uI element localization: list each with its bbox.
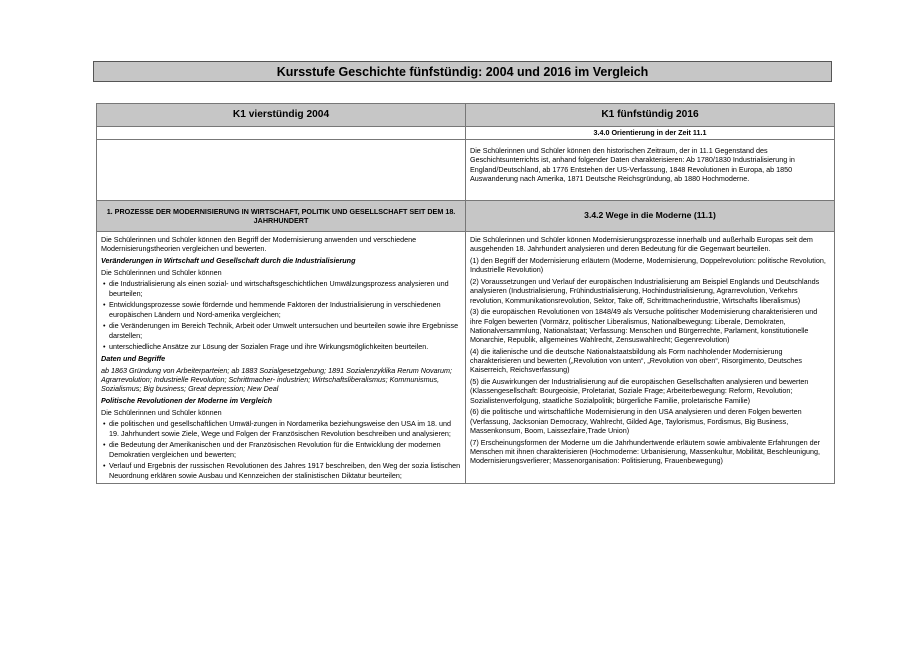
bullet-item: • die Veränderungen im Bereich Technik, Arbeit oder Umwelt untersuchen und beurteilen sowie ihre Ergebnisse darstellen; (101, 321, 461, 340)
right-column-header: K1 fünfstündig 2016 (466, 104, 835, 127)
section-right-title: 3.4.2 Wege in die Moderne (11.1) (466, 201, 835, 232)
orientation-heading: 3.4.0 Orientierung in der Zeit 11.1 (466, 127, 835, 140)
right-content (466, 232, 835, 484)
left-subheading-revolutionen: Politische Revolutionen der Moderne im Vergleich (101, 395, 273, 405)
left-terms: ab 1863 Gründung von Arbeiterparteien; ab 1883 Sozialgesetzgebung; 1891 Sozialenzyklika Rerum Novarum; Agrarrevolution; Industrielle Revolution; Schrittmacher- industrien; Wirtschaftsliberalismus; Kommunismus, Sozialismus; Big business; Great depression; New Deal (101, 365, 452, 394)
competence-item: (4) die italienische und die deutsche Nationalstaatsbildung als Form nachholender Modernisierung charakterisieren und bewerten („Revolution von unten“, „Revolution von oben“, Risorgimento, Deutsches Kaiserreich, Reichsverfassung) (470, 346, 802, 375)
section-left-title: 1. PROZESSE DER MODERNISIERUNG IN WIRTSCHAFT, POLITIK UND GESELLSCHAFT SEIT DEM 18. JAHRHUNDERT (97, 201, 466, 232)
empty-cell (97, 127, 466, 140)
competence-item: (3) die europäischen Revolutionen von 1848/49 als Versuche politischer Modernisierung charakterisieren und ihre Folgen bewerten (Vormärz, politischer Liberalismus, Nationalbewegung: Liberale, Demokraten, Nationalversammlung, Nationalstaat; Verfassung: Menschen und Bürgerrechte, Parlament, konstitutionelle Monarchie, Republik, allgemeines Wahlrecht, Zensuswahlrecht; Gegenrevolution) (470, 307, 818, 345)
orientation-text-row (97, 140, 835, 201)
bullet-item: • Entwicklungsprozesse sowie fördernde und hemmende Faktoren der Industrialisierung in verschiedenen europäischen Ländern und Nord-amerika vergleichen; (101, 300, 461, 319)
bullet-item: • unterschiedliche Ansätze zur Lösung der Sozialen Frage und ihre Wirkungsmöglichkeiten beurteilen. (101, 342, 461, 351)
section-title-row (97, 201, 835, 232)
competence-item: (1) den Begriff der Modernisierung erläutern (Moderne, Modernisierung, Doppelrevolution: politische Revolution, Industrielle Revolution) (470, 255, 826, 275)
left-lead: Die Schülerinnen und Schüler können (101, 407, 222, 417)
bullet-item: • die Industrialisierung als einen sozial- und wirtschaftsgeschichtlichen Umwälzungsprozess analysieren und beurteilen; (101, 279, 461, 298)
orientation-paragraph: Die Schülerinnen und Schüler können den historischen Zeitraum, der in 11.1 Gegenstand des Geschichtsunterrichts ist, anhand folgender Daten charakterisieren: Ab 1780/1830 Industrialisierung in England/Deutschland, ab 1776 Entstehen der US-Verfassung, 1848 Revolutionen in Europa, ab 1850 Auswanderung nach Amerika, 1871 Deutsche Reichsgründung, ab 1880 Hochmoderne. (470, 146, 795, 183)
left-subheading-daten: Daten und Begriffe (101, 354, 166, 363)
bullet-item: • die politischen und gesellschaftlichen Umwäl-zungen in Nordamerika beziehungsweise den USA im 18. und 19. Jahrhundert sowie Ziele, Wege und Folgen der Französischen Revolution beschreiben und analysieren; (101, 419, 461, 438)
bullet-item: • die Bedeutung der Amerikanischen und der Französischen Revolution für die Entwicklung der modernen Demokratien vergleichen und bewerten; (101, 440, 461, 459)
left-lead: Die Schülerinnen und Schüler können (101, 267, 222, 277)
competence-item: (7) Erscheinungsformen der Moderne um die Jahrhundertwende erläutern sowie ambivalente Erfahrungen der Menschen mit ihnen charakterisieren (Hochmoderne: Urbanisierung, Massenkultur, Mobilität, Beschleunigung, Modernisierungsverlierer; Massenorganisation: Politisierung, Frauenbewegung) (470, 437, 820, 466)
orientation-heading-row (97, 127, 835, 140)
competence-item: (5) die Auswirkungen der Industrialisierung auf die europäischen Gesellschaften analysieren und bewerten (Klassengesellschaft: Bourgeoisie, Proletariat, Soziale Frage; Arbeiterbewegung: Reform, Revolution; Sozialistenverfolgung, staatliche Sozialpolitik; bürgerliche Familie, proletarische Familie) (470, 377, 809, 405)
left-column-header: K1 vierstündig 2004 (97, 104, 466, 127)
content-row (97, 232, 835, 484)
bullet-item: • Verlauf und Ergebnis der russischen Revolutionen des Jahres 1917 beschreiben, den Weg der sozia listischen Neuordnung erklären sowie Ausbau und Kennzeichen der stalinistischen Diktatur beurteilen; (101, 461, 461, 480)
left-subheading-industrialisierung: Veränderungen in Wirtschaft und Gesellschaft durch die Industrialisierung (101, 255, 356, 265)
competence-item: (6) die politische und wirtschaftliche Modernisierung in den USA analysieren und deren Folgen bewerten (Verfassung, Jacksonian Democracy, Wahlrecht, Gilded Age, Taylorismus, Fordismus, Big Business, Massenkonsum, Boom, Laissezfaire,Trade Union) (470, 407, 802, 435)
left-content (97, 232, 466, 484)
orientation-text (466, 140, 835, 201)
right-intro: Die Schülerinnen und Schüler können Modernisierungsprozesse innerhalb und außerhalb Europas seit dem ausgehenden 18. Jahrhundert analysieren und deren Bedeutung für die Gegenwart beurteilen. (470, 235, 813, 254)
competence-item: (2) Voraussetzungen und Verlauf der europäischen Industrialisierung am Beispiel Englands und Deutschlands analysieren (Industrialisierung, Frühindustrialisierung, Hochindustrialisierung, Agrarrevolution, Verkehrs revolution, Kommunikationsrevolution, Sektor, Take off, Schrittmacherindustrie, Wirtschafts liberalismus) (470, 276, 820, 305)
empty-cell (97, 140, 466, 201)
document-title: Kursstufe Geschichte fünfstündig: 2004 und 2016 im Vergleich (93, 61, 832, 82)
comparison-table (96, 103, 835, 484)
left-intro: Die Schülerinnen und Schüler können den Begriff der Modernisierung anwenden und verschiedene Modernisierungstheorien vergleichen und bewerten. (101, 235, 417, 254)
header-row (97, 104, 835, 127)
